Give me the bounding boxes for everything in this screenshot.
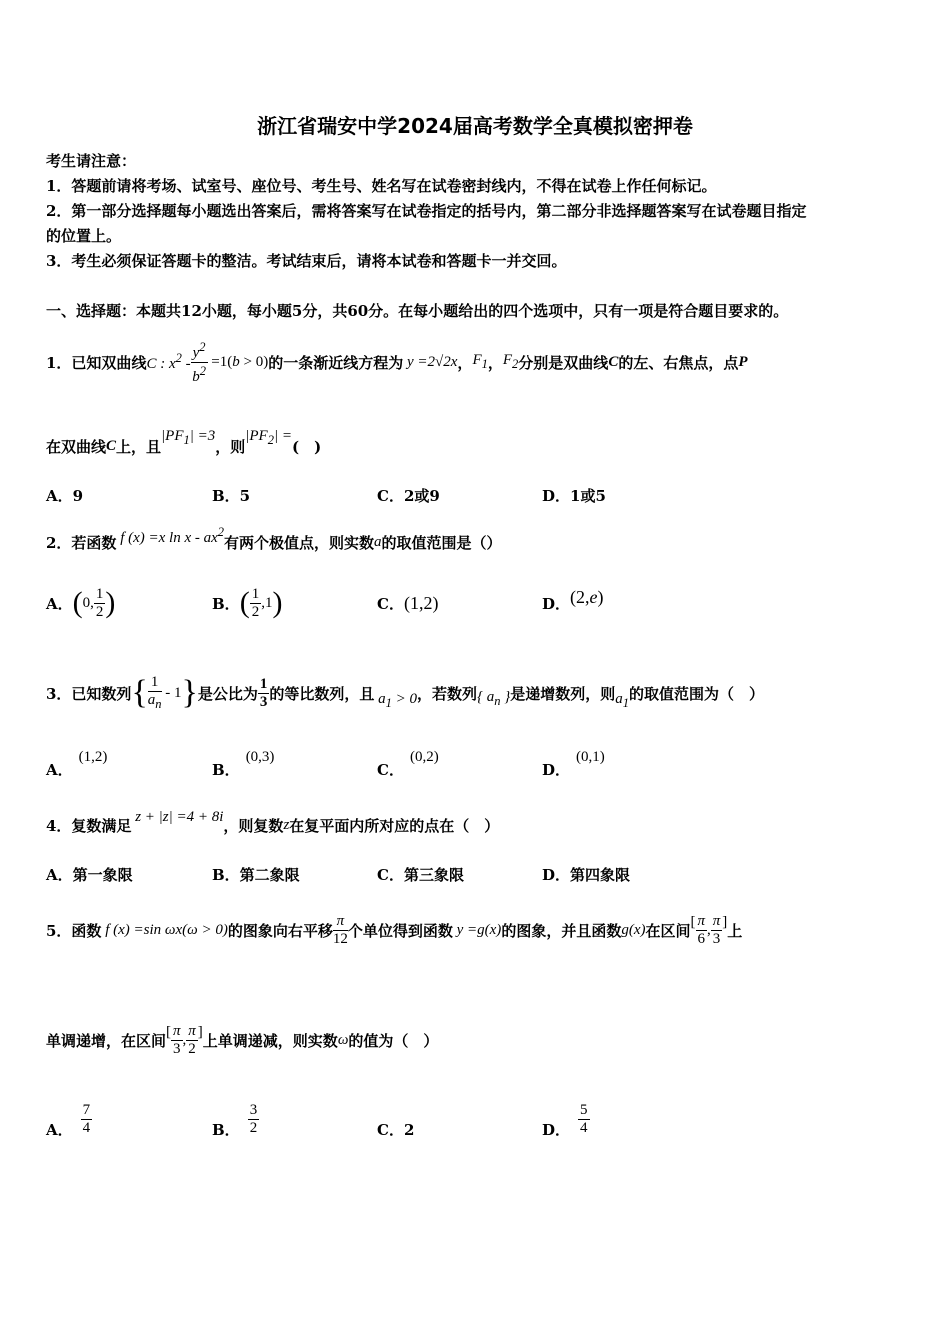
notice-item-1: 1．答题前请将考场、试室号、座位号、考生号、姓名写在试卷密封线内，不得在试卷上作任何标记。 [46,177,717,195]
q5-function: f (x) =sin ωx(ω > 0) [101,921,228,938]
q5-text-e: 在区间 [645,921,691,940]
q5-option-d [542,1095,590,1143]
q1-fraction: $\frac{y^2}{b^2}$ [192,339,206,385]
q4-z: z [283,816,290,833]
q5-gx: g(x) [621,921,646,938]
q5-interval-2-right: ] [197,1023,203,1040]
q5-d-frac: $\frac{5}{4}$ [580,1101,588,1136]
q4-option-b: B．第二象限 [212,866,300,884]
q4-text-b: ，则复数 [223,816,284,835]
q1-c: C [608,353,619,370]
question-4 [46,810,499,840]
q1-asymptote: y =2√2x [403,353,458,370]
question-5 [46,905,742,955]
q1-text-c: ， [457,353,473,372]
q1-text-h: ，则 [215,437,246,456]
q2-a-rparen: ) [105,586,116,619]
q3-option-a-label: A． [46,761,73,779]
q1-formula-hyperbola: C : $x^2$ - [146,351,191,372]
q5-text-a: 5．函数 [46,921,102,940]
q3-option-d [542,745,605,779]
q3-option-d-label: D． [542,761,571,779]
notice-item-2-cont: 的位置上。 [46,227,122,245]
q1-option-b: B．5 [212,487,251,505]
q2-a-frac: $\frac{1}{2}$ [95,585,104,620]
q2-option-b [212,578,282,628]
q1-text-d: 分别是双曲线 [518,353,609,372]
q1-f2: $F_2$ [502,352,519,371]
q3-rbrace: } [181,674,198,711]
q4-text-a: 4．复数满足 [46,816,132,835]
question-2 [46,525,502,559]
q5-text-b: 的图象向右平移 [227,921,333,940]
q1-option-d: D．1或5 [542,487,606,505]
q2-b-frac: $\frac{1}{2}$ [251,585,260,620]
q2-a-zero: 0, [82,594,94,611]
q2-c-value: (1,2) [403,592,439,613]
q3-text-f: 的取值范围为（ ） [629,684,765,703]
q1-p: P [738,353,748,370]
q3-minus-one: - 1 [161,684,182,701]
q4-option-a: A．第一象限 [46,866,133,884]
q3-lbrace: { [131,674,148,711]
q3-an: { $a_n$ } [477,689,511,708]
q3-option-b [212,745,275,779]
q2-b-lparen: ( [239,586,250,619]
q3-option-d-value: (0,1) [576,749,605,765]
q5-text-h: 上单调递减，则实数 [202,1031,338,1050]
q5-text-f: 上 [727,921,743,940]
q1-text-b: 的一条渐近线方程为 [268,353,404,372]
q5-pi3b: $\frac{\pi}{3}$ [173,1022,181,1057]
q5-text-g: 单调递增，在区间 [46,1031,167,1050]
q5-option-d-label: D． [542,1120,571,1139]
q3-option-a-value: (1,2) [78,749,108,765]
q1-option-a: A．9 [46,487,84,505]
q1-text-c2: ， [487,353,503,372]
q1-f1: $F_1$ [472,352,488,371]
q1-text-i: ( ) [291,437,322,456]
q5-text-i: 的值为（ ） [348,1031,439,1050]
q5-option-b-label: B． [212,1120,240,1139]
q5-option-a [46,1095,92,1143]
q1-text-e: 的左、右焦点，点 [618,353,739,372]
q5-b-frac: $\frac{3}{2}$ [249,1101,258,1136]
q2-text-b: 有两个极值点，则实数 [224,533,375,552]
q2-option-a-label: A． [46,594,73,613]
q3-text-b: 是公比为 [197,684,258,703]
q2-option-b-label: B． [212,594,240,613]
q3-option-c-value: (0,2) [409,749,439,765]
q3-text-a: 3．已知数列 [46,684,132,703]
q2-function: f (x) =x ln x - $ax^2$ [116,525,225,546]
q3-option-b-label: B． [212,761,240,779]
q5-text-c: 个单位得到函数 [347,921,453,940]
q5-option-a-label: A． [46,1120,73,1139]
q4-option-d: D．第四象限 [542,866,631,884]
q5-comma2: , [182,1031,187,1048]
notice-item-2: 2．第一部分选择题每小题选出答案后，需将答案写在试卷指定的括号内，第二部分非选择题答案写在试卷题目指定 [46,202,807,220]
q2-text-a: 2．若函数 [46,533,117,552]
q2-a: a [374,533,382,550]
q1-c2: C [106,437,117,454]
question-1-cont [46,428,321,464]
q1-pf1: $|PF_1| =3$ [161,428,216,447]
q4-text-c: 在复平面内所对应的点在（ ） [289,816,500,835]
q3-text-d: ，若数列 [417,684,478,703]
page-title: 浙江省瑞安中学2024届高考数学全真模拟密押卷 [257,114,693,138]
q1-formula-rest: =1(b > 0) [207,353,269,370]
q4-option-c: C．第三象限 [377,866,464,884]
q2-a-lparen: ( [72,586,83,619]
q2-option-d-label: D． [542,594,571,613]
q5-pi6: $\frac{\pi}{6}$ [697,912,706,947]
q2-b-rparen: ) [272,586,283,619]
q3-option-b-value: (0,3) [245,749,275,765]
section-heading: 一、选择题：本题共12小题，每小题5分，共60分。在每小题给出的四个选项中，只有一项是符合题目要求的。 [46,302,789,320]
q2-d-value: (2,e) [570,586,604,607]
q5-comma: , [707,921,711,938]
q1-option-c: C．2或9 [377,487,440,505]
q3-option-c-label: C． [377,761,404,779]
q5-option-c: C．2 [377,1121,415,1139]
q5-interval-2-left: [ [166,1023,172,1040]
q1-text-a: 1．已知双曲线 [46,353,147,372]
q5-g: y =g(x) [452,921,502,938]
q3-a1: $a_1$ [615,691,630,710]
q3-text-e: 是递增数列，则 [510,684,616,703]
notice-item-3: 3．考生必须保证答题卡的整洁。考试结束后，请将本试卷和答题卡一并交回。 [46,252,567,270]
question-1 [46,340,748,384]
question-5-cont [46,1015,438,1065]
q3-frac: $\frac{1}{a_n}$ [147,673,162,711]
q5-pi2: $\frac{\pi}{2}$ [188,1022,196,1057]
q2-option-a [46,578,115,628]
q5-pi3: $\frac{\pi}{3}$ [712,912,721,947]
q2-option-c [377,578,438,628]
q5-interval-1-right: ] [722,913,728,930]
q2-option-d [542,578,604,628]
q2-option-c-label: C． [377,594,404,613]
q4-equation: z + |z| =4 + 8i [131,808,224,825]
q3-option-c [377,745,439,779]
q1-pf2: $|PF_2|$ = [245,428,292,447]
q3-text-c: 的等比数列，且 [269,684,375,703]
q3-ratio: $\frac{1}{3}$ [259,675,268,710]
q5-option-b [212,1095,259,1143]
q3-option-a [46,745,108,779]
q1-text-g: 上，且 [116,437,162,456]
q2-b-one: ,1 [261,594,273,611]
q5-a-frac: $\frac{7}{4}$ [82,1101,91,1136]
q5-text-d: 的图象，并且函数 [501,921,622,940]
q5-omega: ω [337,1031,349,1048]
question-3 [46,665,764,721]
q3-a1-positive: $a_1 > 0$ [374,691,418,710]
q5-shift: $\frac{\pi}{12}$ [332,912,348,947]
q1-text-f: 在双曲线 [46,437,107,456]
notice-heading: 考生请注意： [46,152,137,170]
q2-text-c: 的取值范围是（） [381,533,502,552]
q5-interval-1-left: [ [690,913,696,930]
